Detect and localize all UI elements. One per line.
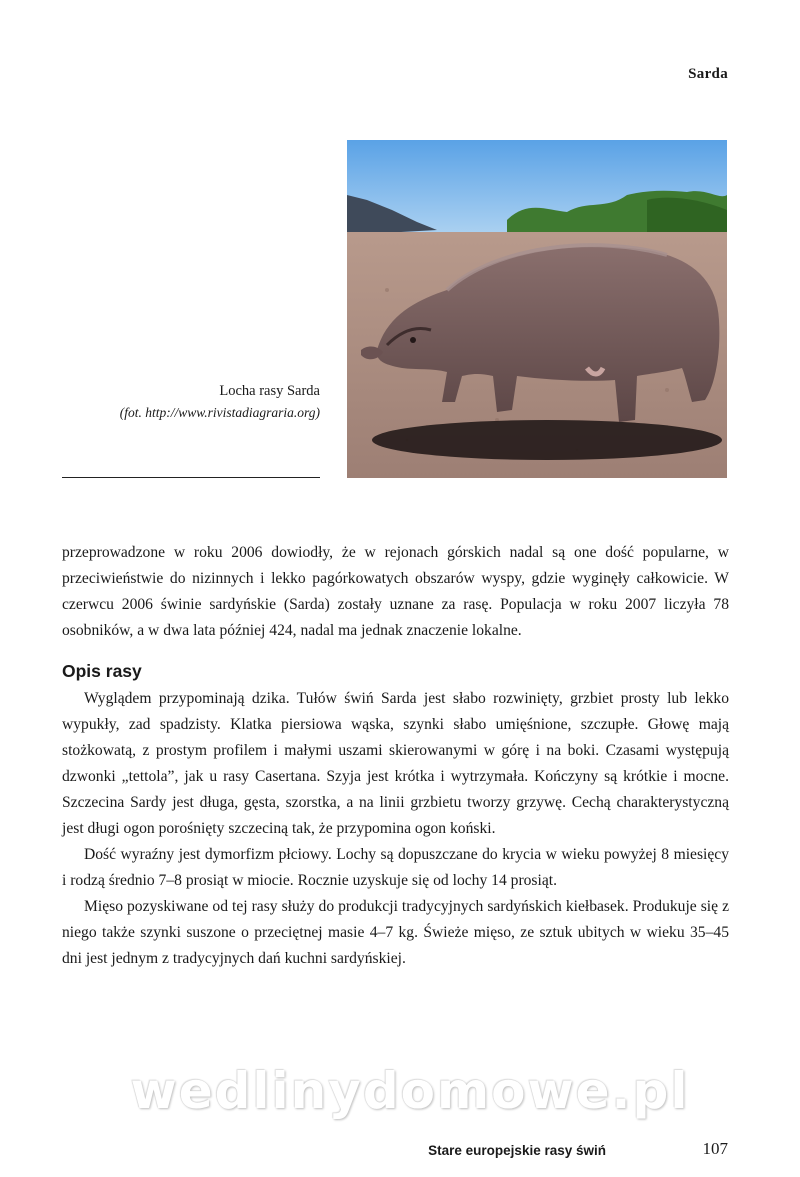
caption-credit: (fot. http://www.rivistadiagraria.org) (119, 405, 320, 420)
paragraph-meat: Mięso pozyskiwane od tej rasy służy do produkcji tradycyjnych sardyńskich kiełbasek. Produkuje się z niego także szynki suszone o przeciętnej masie 4–7 kg. Świeże mięso, ze sztuk ubitych w wieku 35–45 dni jest jednym z tradycyjnych dań kuchni sardyńskiej. (62, 898, 729, 967)
page-number: 107 (702, 1139, 728, 1158)
caption-title: Locha rasy Sarda (219, 383, 320, 399)
sow-illustration (347, 140, 727, 478)
figure-caption (40, 380, 320, 424)
caption-divider (62, 477, 320, 478)
watermark: wedlinydomowe.pl (130, 1062, 690, 1120)
paragraph-description: Wyglądem przypominają dzika. Tułów świń Sarda jest słabo rozwinięty, grzbiet prosty lub lekko wypukły, zad spadzisty. Klatka piersiowa wąska, szynki słabo umięśnione, szczupłe. Głowę mają stożkowatą, z prostym profilem i małymi uszami skierowanymi w górę i na boki. Czasami występują dzwonki „tettola”, jak u rasy Casertana. Szyja jest krótka i wytrzymała. Kończyny są krótkie i mocne. Szczecina Sardy jest długa, gęsta, szorstka, a na linii grzbietu tworzy grzywę. Cechą charakterystyczną jest długi ogon porośnięty szczeciną tak, że przypomina ogon koński. (62, 690, 729, 837)
sow-photo (347, 140, 727, 478)
running-head: Sarda (688, 66, 728, 82)
section-heading: Opis rasy (62, 661, 142, 681)
intro-paragraph: przeprowadzone w roku 2006 dowiodły, że w rejonach górskich nadal są one dość popularne, w przeciwieństwie do nizinnych i lekko pagórkowatych obszarów wyspy, gdzie wyginęły całkowicie. W czerwcu 2006 świnie sardyńskie (Sarda) zostały uznane za rasę. Populacja w roku 2007 liczyła 78 osobników, a w dwa lata później 424, nadal ma jednak znaczenie lokalne. (62, 544, 729, 639)
paragraph-dimorphism: Dość wyraźny jest dymorfizm płciowy. Lochy są dopuszczane do krycia w wieku powyżej 8 miesięcy i rodzą średnio 7–8 prosiąt w miocie. Rocznie uzyskuje się od lochy 14 prosiąt. (62, 846, 729, 889)
body-text (62, 540, 729, 972)
footer-book-title: Stare europejskie rasy świń (428, 1143, 606, 1158)
